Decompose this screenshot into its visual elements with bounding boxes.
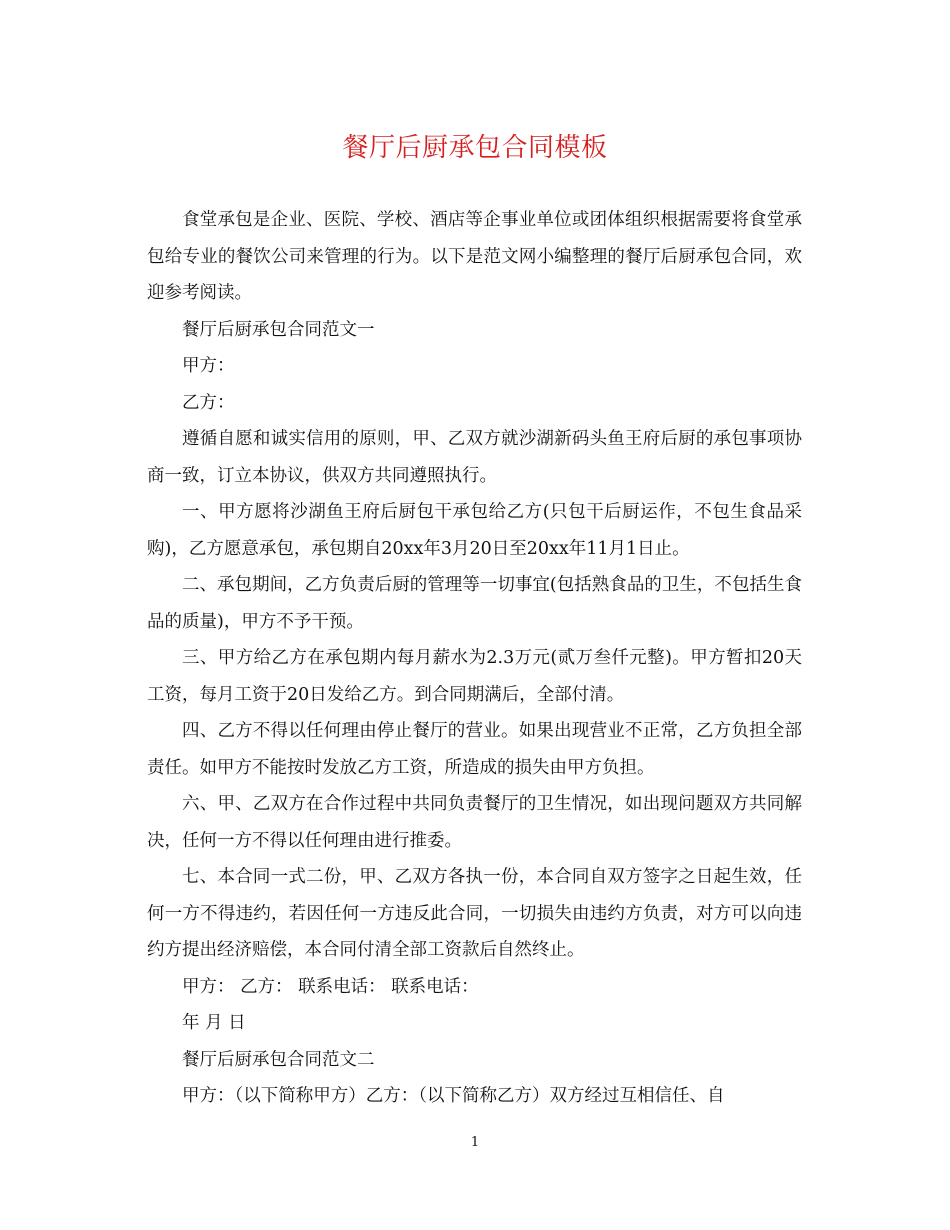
- clause-1: 一、甲方愿将沙湖鱼王府后厨包干承包给乙方(只包干后厨运作，不包生食品采购)，乙方愿意承包，承包期自20xx年3月20日至20xx年11月1日止。: [147, 502, 802, 559]
- party-a-line: 甲方：: [182, 356, 235, 376]
- intro-paragraph: 食堂承包是企业、医院、学校、酒店等企事业单位或团体组织根据需要将食堂承包给专业的餐饮公司来管理的行为。以下是范文网小编整理的餐厅后厨承包合同，欢迎参考阅读。: [147, 210, 802, 303]
- clause-7: 七、本合同一式二份，甲、乙双方各执一份，本合同自双方签字之日起生效，任何一方不得违约，若因任何一方违反此合同，一切损失由违约方负责，对方可以向违约方提出经济赔偿，本合同付清全部工资款后自然终止。: [147, 867, 802, 960]
- preamble-paragraph: 遵循自愿和诚实信用的原则，甲、乙双方就沙湖新码头鱼王府后厨的承包事项协商一致，订立本协议，供双方共同遵照执行。: [147, 429, 802, 486]
- sample-two-opening: 甲方：（以下简称甲方）乙方：（以下简称乙方）双方经过互相信任、自: [182, 1086, 725, 1106]
- signature-line: 甲方： 乙方： 联系电话： 联系电话：: [182, 976, 479, 997]
- clause-2: 二、承包期间，乙方负责后厨的管理等一切事宜(包括熟食品的卫生，不包括生食品的质量)，甲方不予干预。: [147, 575, 802, 632]
- document-body: [147, 202, 802, 1115]
- page-number: 1: [470, 1135, 480, 1150]
- date-line: 年 月 日: [182, 1013, 246, 1033]
- clause-4: 四、乙方不得以任何理由停止餐厅的营业。如果出现营业不正常，乙方负担全部责任。如甲方不能按时发放乙方工资，所造成的损失由甲方负担。: [147, 721, 802, 778]
- section-heading-sample-two: 餐厅后厨承包合同范文二: [182, 1049, 375, 1070]
- party-b-line: 乙方：: [182, 392, 235, 413]
- clause-3: 三、甲方给乙方在承包期内每月薪水为2.3万元(贰万叁仟元整)。甲方暂扣20天工资，每月工资于20日发给乙方。到合同期满后，全部付清。: [147, 648, 802, 705]
- clause-6: 六、甲、乙双方在合作过程中共同负责餐厅的卫生情况，如出现问题双方共同解决，任何一方不得以任何理由进行推委。: [147, 794, 802, 851]
- document-title: 餐厅后厨承包合同模板: [342, 133, 608, 163]
- section-heading-sample-one: 餐厅后厨承包合同范文一: [182, 319, 375, 340]
